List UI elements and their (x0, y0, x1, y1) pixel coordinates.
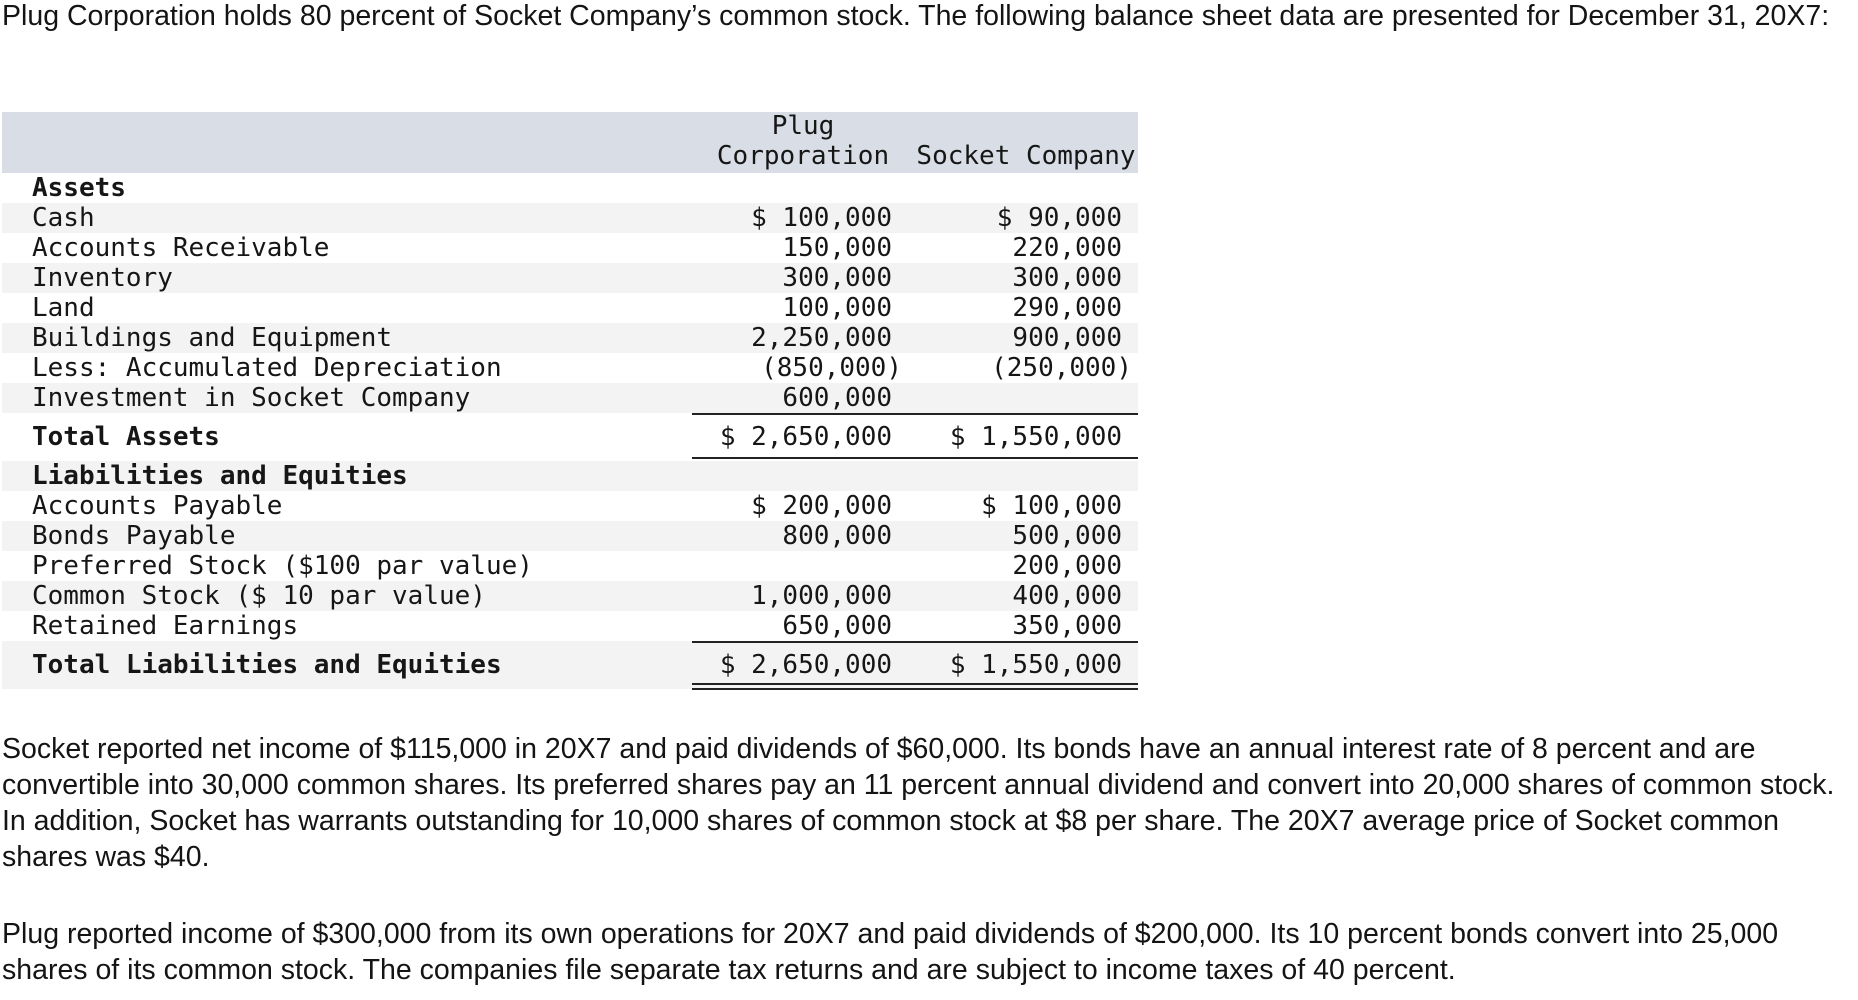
plug-value: 650,000 (782, 611, 892, 641)
socket-details-paragraph: Socket reported net income of $115,000 in 20X7 and paid dividends of $60,000. Its bonds have an annual interest rate of 8 percent and are convertible into 30,000 common shares. Its preferred shares pay an 11 percent annual dividend and convert into 20,000 shares of common stock. In addition, Socket has warrants outstanding for 10,000 shares of common stock at $8 per share. The 20X7 average price of Socket common shares was $40. (2, 733, 1835, 873)
plug-value: (850,000) (761, 353, 902, 383)
socket-value: 300,000 (1012, 263, 1122, 293)
column-header-socket: Socket Company (916, 141, 1136, 171)
assets-heading: Assets (32, 173, 126, 203)
row-label: Inventory (32, 263, 173, 293)
plug-value: $ 100,000 (751, 203, 892, 233)
socket-value: $ 90,000 (996, 203, 1122, 233)
row-label: Common Stock ($ 10 par value) (32, 581, 486, 611)
table-row-land (2, 293, 1138, 323)
row-label: Investment in Socket Company (32, 383, 471, 413)
row-label: Bonds Payable (32, 521, 236, 551)
plug-value: 1,000,000 (751, 581, 892, 611)
table-row-total-assets (2, 413, 1138, 461)
row-label: Total Liabilities and Equities (32, 650, 502, 680)
column-header-plug-line1: Plug (771, 111, 835, 141)
liabilities-heading: Liabilities and Equities (32, 461, 408, 491)
plug-value: 300,000 (782, 263, 892, 293)
socket-value: $ 1,550,000 (949, 650, 1122, 680)
row-label: Accounts Payable (32, 491, 283, 521)
table-row-preferred-stock (2, 551, 1138, 581)
row-label: Preferred Stock ($100 par value) (32, 551, 533, 581)
row-label: Total Assets (32, 422, 220, 452)
plug-value: 600,000 (782, 383, 892, 413)
column-header-plug (714, 111, 892, 171)
socket-value: 200,000 (1012, 551, 1122, 581)
plug-value: 150,000 (782, 233, 892, 263)
table-row-buildings-equipment (2, 323, 1138, 353)
total-double-rule (692, 683, 1138, 690)
row-label: Accounts Receivable (32, 233, 330, 263)
table-row-retained-earnings (2, 611, 1138, 641)
table-row-accumulated-depreciation (2, 353, 1138, 383)
plug-value: 100,000 (782, 293, 892, 323)
socket-value: 400,000 (1012, 581, 1122, 611)
table-row-total-liabilities-equities (2, 641, 1138, 689)
table-row-inventory (2, 263, 1138, 293)
socket-value: 350,000 (1012, 611, 1122, 641)
liabilities-heading-row (2, 461, 1138, 491)
table-row-common-stock (2, 581, 1138, 611)
table-row-investment-in-socket (2, 383, 1138, 413)
socket-value: 290,000 (1012, 293, 1122, 323)
problem-intro: Plug Corporation holds 80 percent of Socket Company’s common stock. The following balance sheet data are presented for December 31, 20X7: (2, 0, 1830, 32)
row-label: Less: Accumulated Depreciation (32, 353, 502, 383)
plug-value: 2,250,000 (751, 323, 892, 353)
table-row-bonds-payable (2, 521, 1138, 551)
column-header-plug-line2: Corporation (716, 141, 890, 171)
socket-value: 500,000 (1012, 521, 1122, 551)
balance-sheet-table (2, 112, 1138, 689)
row-label: Land (32, 293, 95, 323)
table-header (2, 112, 1138, 173)
table-row-accounts-receivable (2, 233, 1138, 263)
assets-heading-row (2, 173, 1138, 203)
socket-value: 220,000 (1012, 233, 1122, 263)
table-row-accounts-payable (2, 491, 1138, 521)
plug-value: $ 2,650,000 (719, 422, 892, 452)
row-label: Buildings and Equipment (32, 323, 393, 353)
row-label: Cash (32, 203, 95, 233)
socket-value: $ 1,550,000 (949, 422, 1122, 452)
table-row-cash (2, 203, 1138, 233)
socket-value: (250,000) (991, 353, 1132, 383)
plug-details-paragraph: Plug reported income of $300,000 from its own operations for 20X7 and paid dividends of $200,000. Its 10 percent bonds convert into 25,000 shares of its common stock. The companies file separate tax returns and are subject to income taxes of 40 percent. (2, 918, 1779, 986)
socket-value: $ 100,000 (981, 491, 1122, 521)
socket-value: 900,000 (1012, 323, 1122, 353)
row-label: Retained Earnings (32, 611, 299, 641)
plug-value: $ 2,650,000 (719, 650, 892, 680)
plug-value: $ 200,000 (751, 491, 892, 521)
plug-value: 800,000 (782, 521, 892, 551)
